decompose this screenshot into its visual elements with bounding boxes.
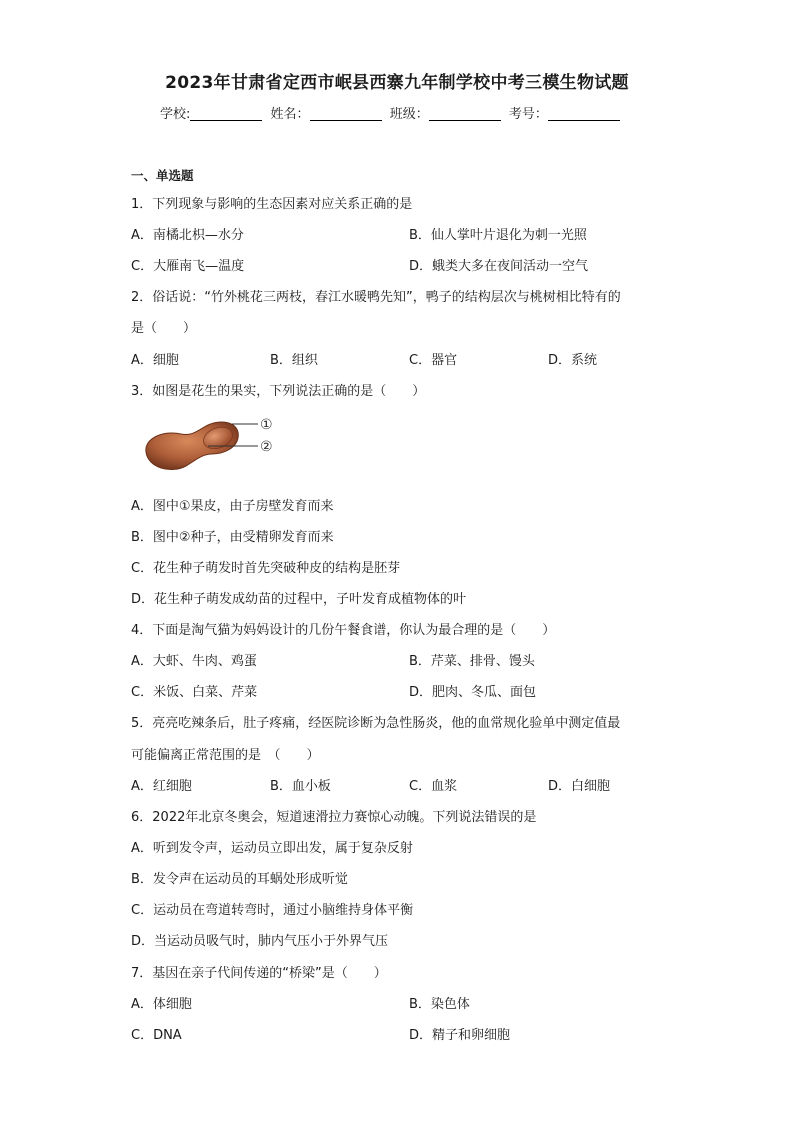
q6-option-a: A．听到发令声，运动员立即出发，属于复杂反射 [131,841,413,856]
q1-option-a: A．南橘北枳—水分 [131,228,244,243]
q4-option-c: C．米饭、白菜、芹菜 [131,685,258,700]
question-7-stem: 7．基因在亲子代间传递的“桥梁”是（ ） [131,966,387,981]
figure-label-2: ② [260,439,273,455]
question-1-stem: 1．下列现象与影响的生态因素对应关系正确的是 [131,197,413,212]
q1-option-d: D．蛾类大多在夜间活动一空气 [409,259,589,274]
exam-title: 2023年甘肃省定西市岷县西寨九年制学校中考三模生物试题 [165,73,629,93]
q1-option-b: B．仙人掌叶片退化为刺一光照 [409,228,587,243]
q2-option-b: B．组织 [270,353,318,368]
q5-option-b: B．血小板 [270,779,331,794]
question-5-stem-cont: 可能偏离正常范围的是 （ ） [131,748,320,763]
school-blank[interactable] [190,106,262,121]
question-2-stem: 2．俗话说：“竹外桃花三两枝，春江水暖鸭先知”，鸭子的结构层次与桃树相比特有的 [131,290,621,305]
exam-no-label: 考号： [508,107,548,122]
q5-option-a: A．红细胞 [131,779,192,794]
name-label: 姓名： [270,107,310,122]
q2-option-d: D．系统 [548,353,598,368]
q5-option-d: D．白细胞 [548,779,611,794]
q2-option-a: A．细胞 [131,353,179,368]
q3-option-b: B．图中②种子，由受精卵发育而来 [131,530,334,545]
question-4-stem: 4．下面是淘气猫为妈妈设计的几份午餐食谱，你认为最合理的是（ ） [131,623,556,638]
q4-option-d: D．肥肉、冬瓜、面包 [409,685,537,700]
q6-option-d: D．当运动员吸气时，肺内气压小于外界气压 [131,934,389,949]
question-6-stem: 6．2022年北京冬奥会，短道速滑拉力赛惊心动魄。下列说法错误的是 [131,810,537,825]
student-info-row [160,103,680,122]
exam-no-blank[interactable] [548,106,620,121]
q4-option-b: B．芹菜、排骨、馒头 [409,654,535,669]
peanut-figure [136,410,286,480]
q7-option-b: B．染色体 [409,997,470,1012]
q4-option-a: A．大虾、牛肉、鸡蛋 [131,654,257,669]
question-2-stem-cont: 是（ ） [131,321,197,336]
figure-label-1: ① [260,417,273,433]
q3-option-d: D．花生种子萌发成幼苗的过程中，子叶发育成植物体的叶 [131,592,467,607]
section-heading: 一、单选题 [131,168,194,183]
q7-option-c: C．DNA [131,1028,182,1043]
name-blank[interactable] [310,106,382,121]
q7-option-a: A．体细胞 [131,997,192,1012]
class-label: 班级： [389,107,429,122]
q3-option-a: A．图中①果皮，由子房壁发育而来 [131,499,334,514]
question-5-stem: 5．亮亮吃辣条后，肚子疼痛，经医院诊断为急性肠炎，他的血常规化验单中测定值最 [131,716,621,731]
q5-option-c: C．血浆 [409,779,458,794]
q3-option-c: C．花生种子萌发时首先突破种皮的结构是胚芽 [131,561,401,576]
q6-option-b: B．发令声在运动员的耳蜗处形成听觉 [131,872,348,887]
school-label: 学校: [160,107,191,122]
q7-option-d: D．精子和卵细胞 [409,1028,511,1043]
q1-option-c: C．大雁南飞—温度 [131,259,245,274]
class-blank[interactable] [429,106,501,121]
q6-option-c: C．运动员在弯道转弯时，通过小脑维持身体平衡 [131,903,414,918]
q2-option-c: C．器官 [409,353,458,368]
question-3-stem: 3．如图是花生的果实，下列说法正确的是（ ） [131,384,426,399]
